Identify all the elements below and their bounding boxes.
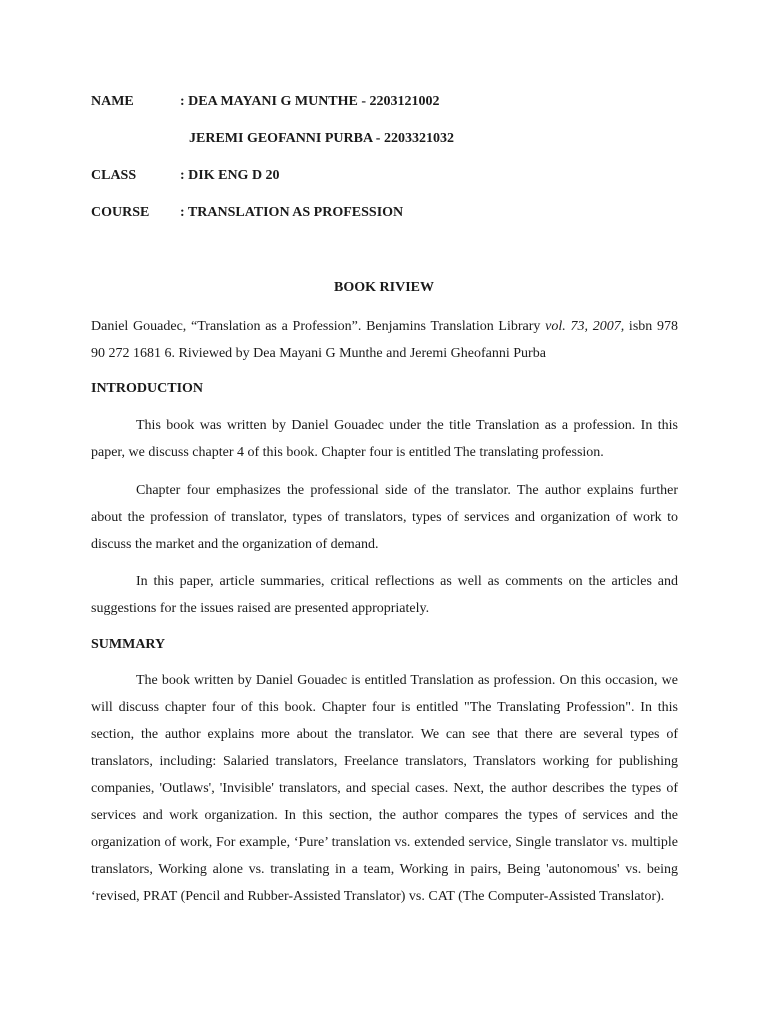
- introduction-paragraph-2: Chapter four emphasizes the professional side of the translator. The author explains further about the profession of translator, types of translators, types of services and organization of work to discuss the market and the organization of demand.: [91, 483, 678, 552]
- course-label: COURSE: [91, 205, 150, 220]
- class-label: CLASS: [91, 168, 137, 183]
- introduction-paragraph-1: This book was written by Daniel Gouadec under the title Translation as a profession. In this paper, we discuss chapter 4 of this book. Chapter four is entitled The translating profession.: [91, 418, 678, 460]
- name-value-1: : DEA MAYANI G MUNTHE - 2203121002: [180, 94, 440, 109]
- citation: [91, 313, 678, 367]
- document-title: BOOK RIVIEW: [334, 280, 434, 295]
- citation-text-after: isbn 978 90 272 1681 6. Riviewed by Dea Mayani G Munthe and Jeremi Gheofanni Purba: [91, 319, 678, 361]
- citation-text-before: Daniel Gouadec, “Translation as a Profession”. Benjamins Translation Library: [91, 319, 546, 334]
- citation-italic: vol. 73, 2007,: [545, 319, 625, 334]
- course-value: : TRANSLATION AS PROFESSION: [180, 205, 404, 220]
- name-label: NAME: [91, 94, 134, 109]
- summary-paragraph-1: The book written by Daniel Gouadec is entitled Translation as profession. On this occasion, we will discuss chapter four of this book. Chapter four is entitled "The Translating Profession". In this section, the author explains more about the translator. We can see that there are several types of translators, including: Salaried translators, Freelance translators, Translators working for publishing companies, 'Outlaws', 'Invisible' translators, and special cases. Next, the author describes the types of services and work organization. In this section, the author compares the types of services and the organization of work, For example, ‘Pure’ translation vs. extended service, Single translator vs. multiple translators, Working alone vs. translating in a team, Working in pairs, Being 'autonomous' vs. being ‘revised, PRAT (Pencil and Rubber-Assisted Translator) vs. CAT (The Computer-Assisted Translator).: [91, 673, 678, 904]
- introduction-paragraph-3: In this paper, article summaries, critical reflections as well as comments on the articles and suggestions for the issues raised are presented appropriately.: [91, 574, 678, 616]
- introduction-heading: INTRODUCTION: [91, 381, 204, 396]
- class-value: : DIK ENG D 20: [180, 168, 280, 183]
- name-value-2: JEREMI GEOFANNI PURBA - 2203321032: [189, 131, 454, 146]
- summary-heading: SUMMARY: [91, 637, 166, 652]
